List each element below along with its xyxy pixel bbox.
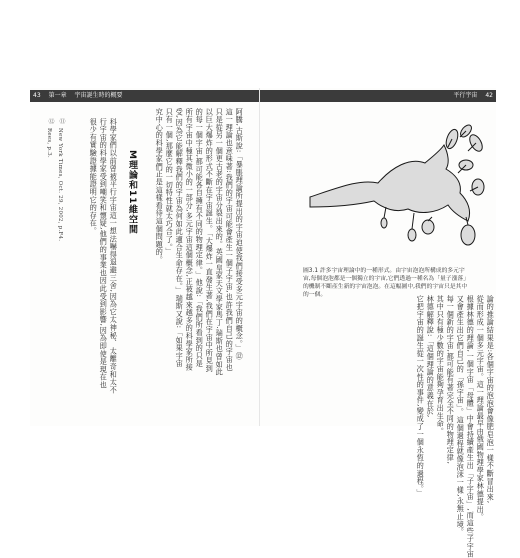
left-chapter: 第一章 [48,92,67,99]
footnote-number: ⑫ [47,118,54,125]
right-text-column: 論的推論結果是:各個宇宙的泡泡會像肥皂泡一樣不斷冒出來, [486,295,496,504]
right-text-column: 它把宇宙的誕生從一次性的事件,變成了一個永恆的過程。」 [416,295,426,498]
left-text-column: 阿騰,古斯說:「暴脹理論所提出的宇宙迫使我們接受多元宇宙的概念。」⑫ [235,108,245,360]
left-text-column: 的每一個宇宙,都可能各自擁有不同的物理定律。」他說:「我們所看到的只是 [195,108,205,368]
left-text-column: 所有宇宙中極其微小的一部分,多元宇宙這個概念,正被越來越多的科學家所接 [185,108,195,372]
right-text-column: 其中只有極少數的宇宙能夠孕育出生命。 [436,295,446,436]
bubble-trunk [310,145,470,221]
section-text-column: 行宇宙的科學家受到嘲笑和懷疑,他們的事業也因此受到影響,因為即使是現在也 [99,118,109,389]
right-page-header [260,90,496,102]
right-text-column: 又會產生出它們自己的「孫宇宙」。這個過程就像泡沫一樣,永無止境。 [456,295,466,537]
left-text-column: 究中心的科學家們正是這樣看待這個問題的。 [155,108,165,264]
left-text-column: 只有一個,那麼它的一切特性就太巧合了。」 [165,108,175,256]
bubble [461,225,475,245]
left-text-column: 這一理論也意味著:我們的宇宙可能會產生一個子宇宙,也許我們自己的宇宙也 [225,108,235,372]
bubble [381,218,387,228]
section-text-column: 科學家們以前曾被平行宇宙這一想法嚇得退避三舍,因為它太神秘、太離奇和太不 [109,118,119,394]
right-text-column: 根據林德的理論,一個宇宙「母體」中會持續產生出「子宇宙」,而這些子宇宙 [466,295,476,558]
right-text-column: 從而形成一個多元宇宙。這一理論最早由俄國物理學家林德提出。 [476,295,486,522]
footnote-number: ⑪ [58,118,65,125]
book-spine [259,88,260,426]
multiverse-bubbles-illustration [300,117,490,257]
left-text-column: 受,因為它能解釋我們的宇宙為何如此適合生命存在。」瑞斯又說:「如果宇宙 [175,108,185,368]
figure-caption: 圖3.1 許多宇宙理論中的一種形式。由宇宙泡泡所構成的多元宇宙,每個泡泡都是一個獨立的宇宙,它們透過一種名為「量子漲落」的機制不斷產生新的宇宙泡泡。在這幅圖中,我們的宇宙只是其中的一個。 [303,268,469,298]
section-text-column: 很少有實驗證據能證明它的存在。 [89,118,99,235]
bubble [408,229,416,241]
left-page-header [30,90,259,102]
left-page-number: 43 [33,92,41,99]
footnote-text: Rees, p.3. [46,128,52,158]
left-text-column: 只是從另一個更古老的宇宙分裂出來的。英國皇家天文學家馬丁.瑞斯也曾如此 [215,108,225,377]
right-text-column: 林德解釋說:「這個理論的意義在於, [426,295,436,418]
right-page-number: 42 [485,92,493,99]
bubble [422,220,434,234]
right-running-title: 平行宇宙 [453,92,478,99]
left-running-title: 宇宙誕生時的概要 [74,92,123,99]
left-text-column: 以巨大爆炸的形式不斷在宇宙誕生。「大爆炸一直發生著,我們在宇宙中所見到 [205,108,215,373]
section-heading: M理論和11維空間 [127,150,137,235]
footnote-text: New York Times, Oct. 29, 2002, p.F4. [57,128,63,242]
right-text-column: 每一個新的宇宙,都可能有著完全不同的物理定律, [446,295,456,465]
